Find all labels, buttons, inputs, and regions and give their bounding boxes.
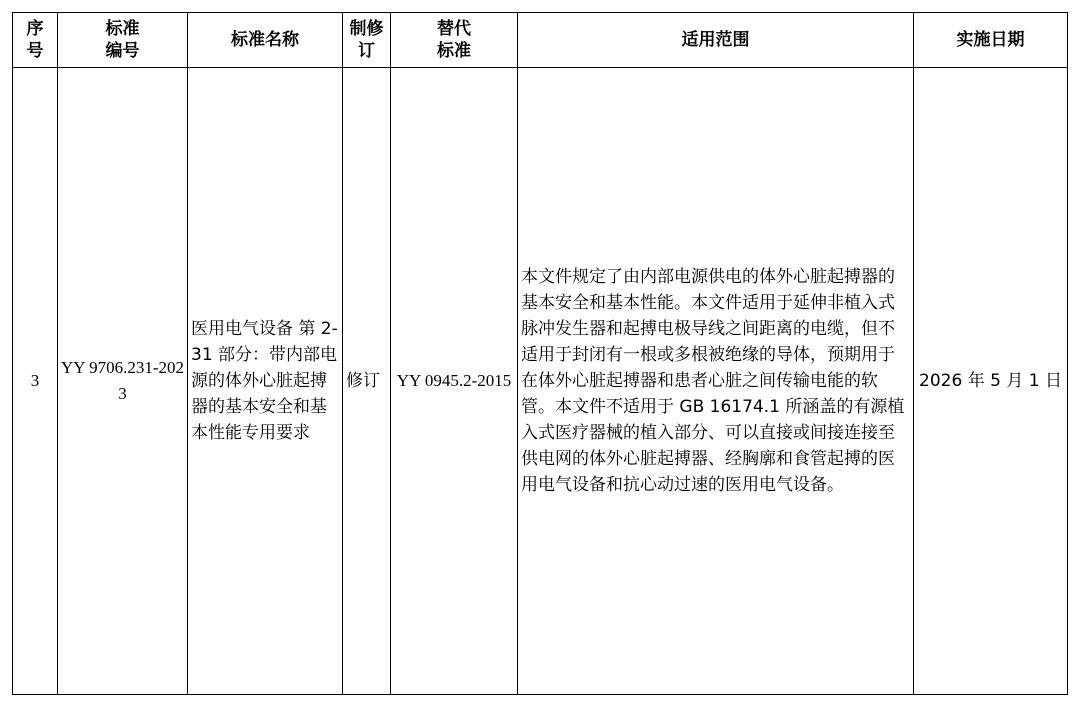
table-row [13, 68, 1068, 695]
table-header [13, 13, 1068, 68]
cell-scope: 本文件规定了由内部电源供电的体外心脏起搏器的基本安全和基本性能。本文件适用于延伸非植入式脉冲发生器和起搏电极导线之间距离的电缆，但不适用于封闭有一根或多根被绝缘的导体，预期用于在体外心脏起搏器和患者心脏之间传输电能的软管。本文件不适用于 GB 16174.1 所涵盖的有源植入式医疗器械的植入部分、可以直接或间接连接至供电网的体外心脏起搏器、经胸廓和食管起搏的医用电气设备和抗心动过速的医用电气设备。 [518, 68, 914, 695]
cell-std-name: 医用电气设备 第 2-31 部分：带内部电源的体外心脏起搏器的基本安全和基本性能专用要求 [188, 68, 343, 695]
header-seq: 序 号 [13, 13, 58, 68]
header-scope: 适用范围 [518, 13, 914, 68]
header-revision: 制修 订 [343, 13, 391, 68]
standards-table [12, 12, 1068, 695]
header-std-name: 标准名称 [188, 13, 343, 68]
header-std-no: 标准 编号 [58, 13, 188, 68]
cell-revision: 修订 [343, 68, 391, 695]
header-effective-date: 实施日期 [914, 13, 1068, 68]
cell-std-no: YY 9706.231-2023 [58, 68, 188, 695]
header-row [13, 13, 1068, 68]
cell-effective-date: 2026 年 5 月 1 日 [914, 68, 1068, 695]
cell-seq: 3 [13, 68, 58, 695]
table-body [13, 68, 1068, 695]
cell-replaced-std: YY 0945.2-2015 [391, 68, 518, 695]
header-replaced-std: 替代 标准 [391, 13, 518, 68]
